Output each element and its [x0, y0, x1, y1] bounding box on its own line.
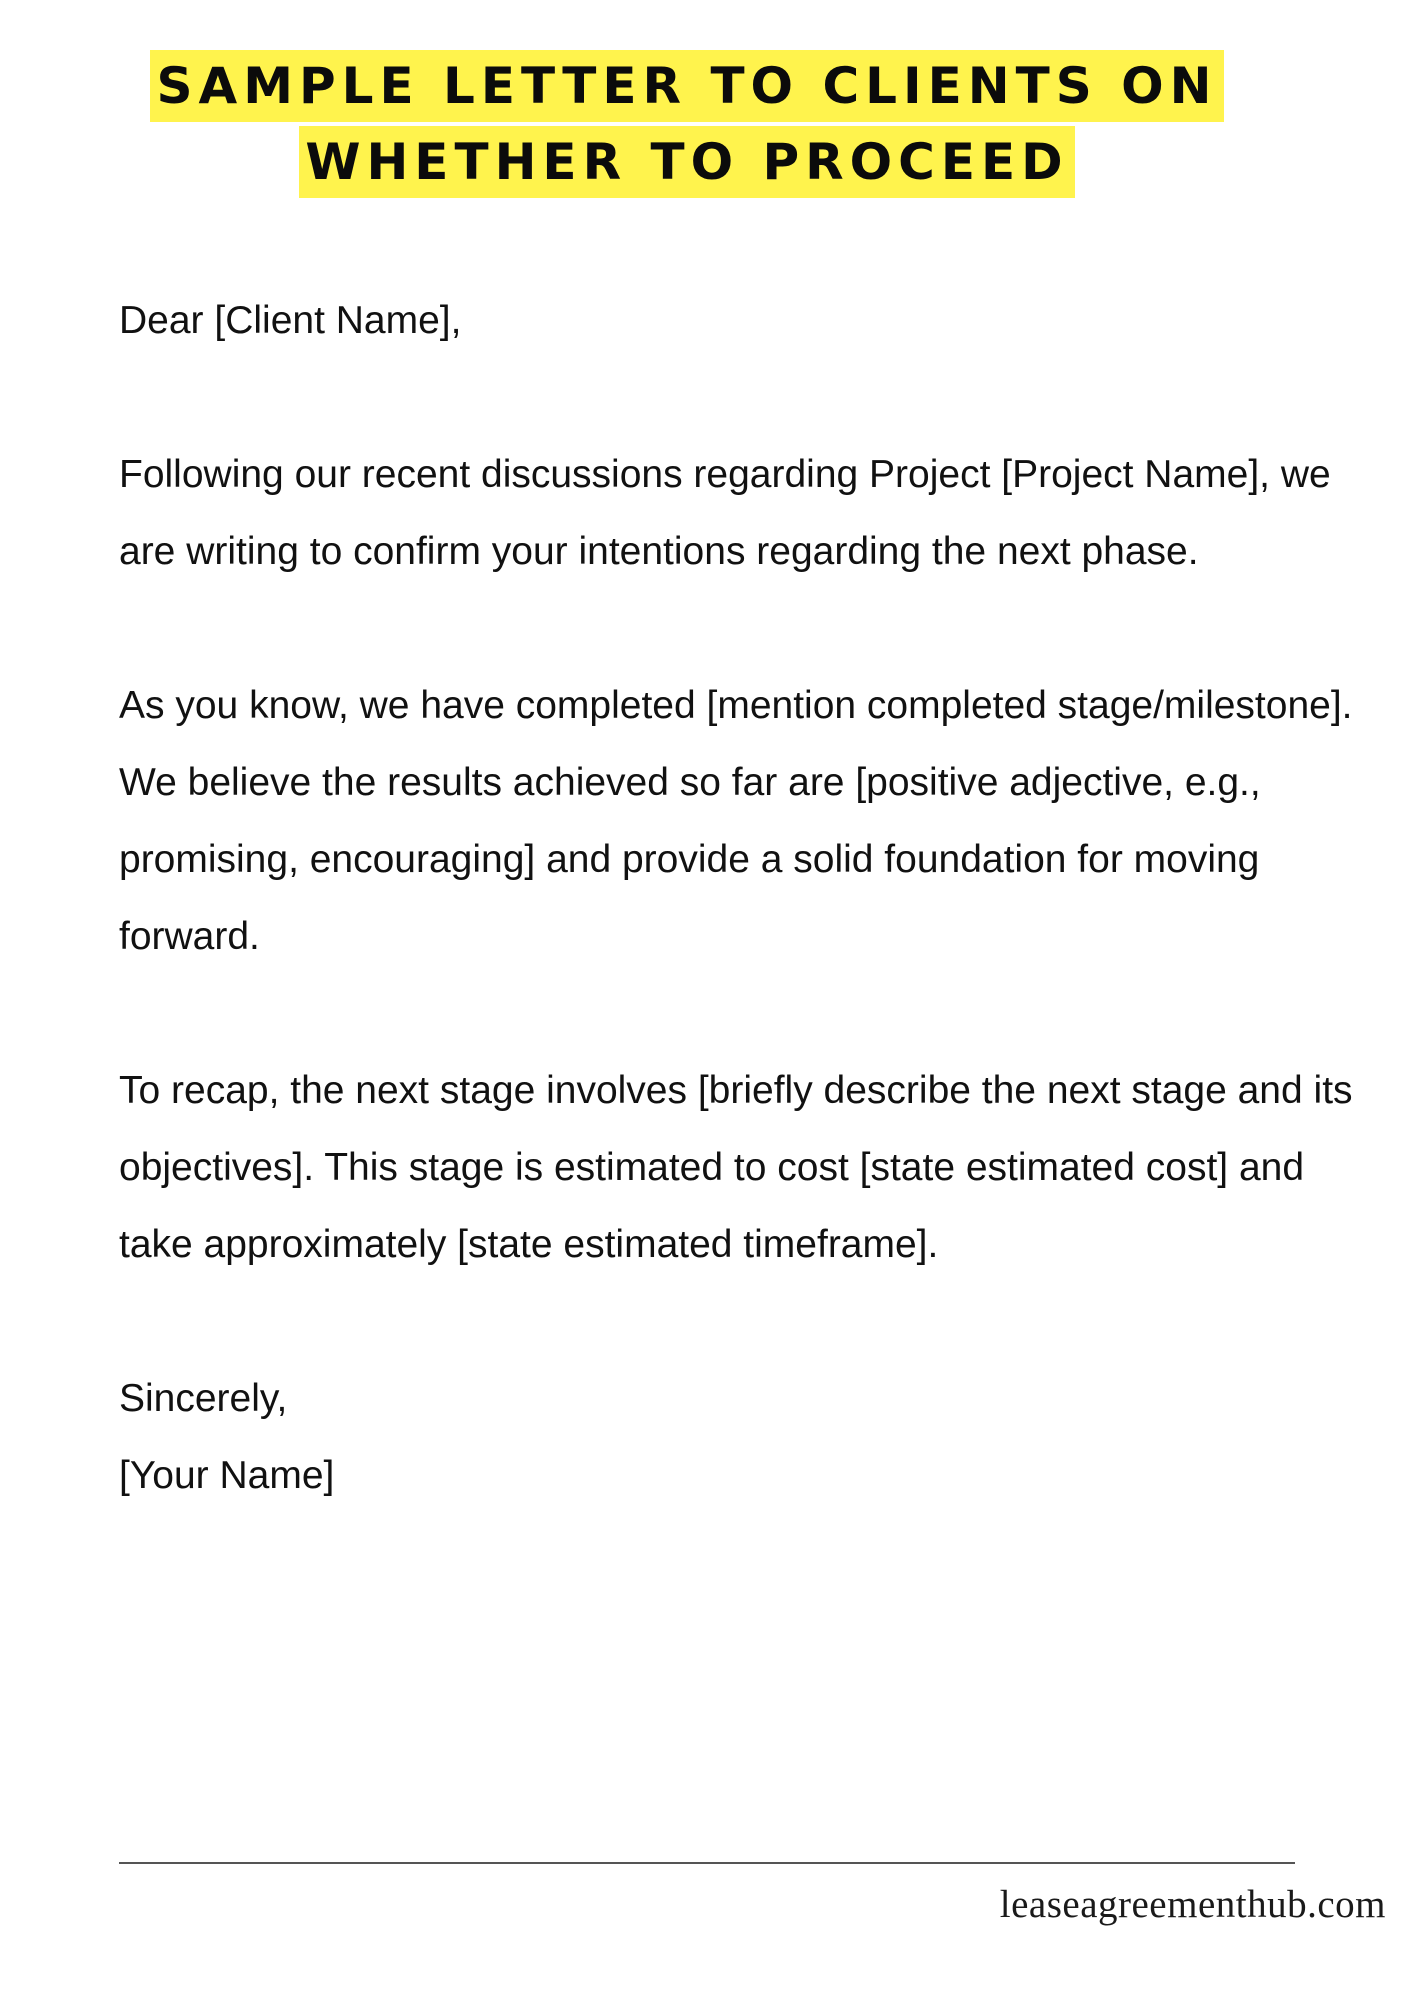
- title-line-1: SAMPLE LETTER TO CLIENTS ON: [150, 50, 1223, 122]
- closing: Sincerely,: [119, 1377, 288, 1420]
- paragraph-1: Following our recent discussions regarding Project [Project Name], we are writing to confirm your intentions regarding the next phase.: [119, 453, 1331, 573]
- document-title: [0, 50, 1414, 198]
- paragraph-3: To recap, the next stage involves [briefly describe the next stage and its objectives]. This stage is estimated to cost [state estimated cost] and take approximately [state estimated timeframe].: [119, 1069, 1353, 1266]
- footer-website: leaseagreementhub.com: [999, 1883, 1386, 1926]
- signature: [Your Name]: [119, 1454, 335, 1497]
- letter-body: [119, 282, 1359, 1514]
- salutation: Dear [Client Name],: [119, 299, 462, 342]
- paragraph-2: As you know, we have completed [mention completed stage/milestone]. We believe the results achieved so far are [positive adjective, e.g., promising, encouraging] and provide a solid foundation for moving forward.: [119, 684, 1353, 958]
- footer-divider: [119, 1862, 1295, 1864]
- title-line-2: WHETHER TO PROCEED: [299, 126, 1074, 198]
